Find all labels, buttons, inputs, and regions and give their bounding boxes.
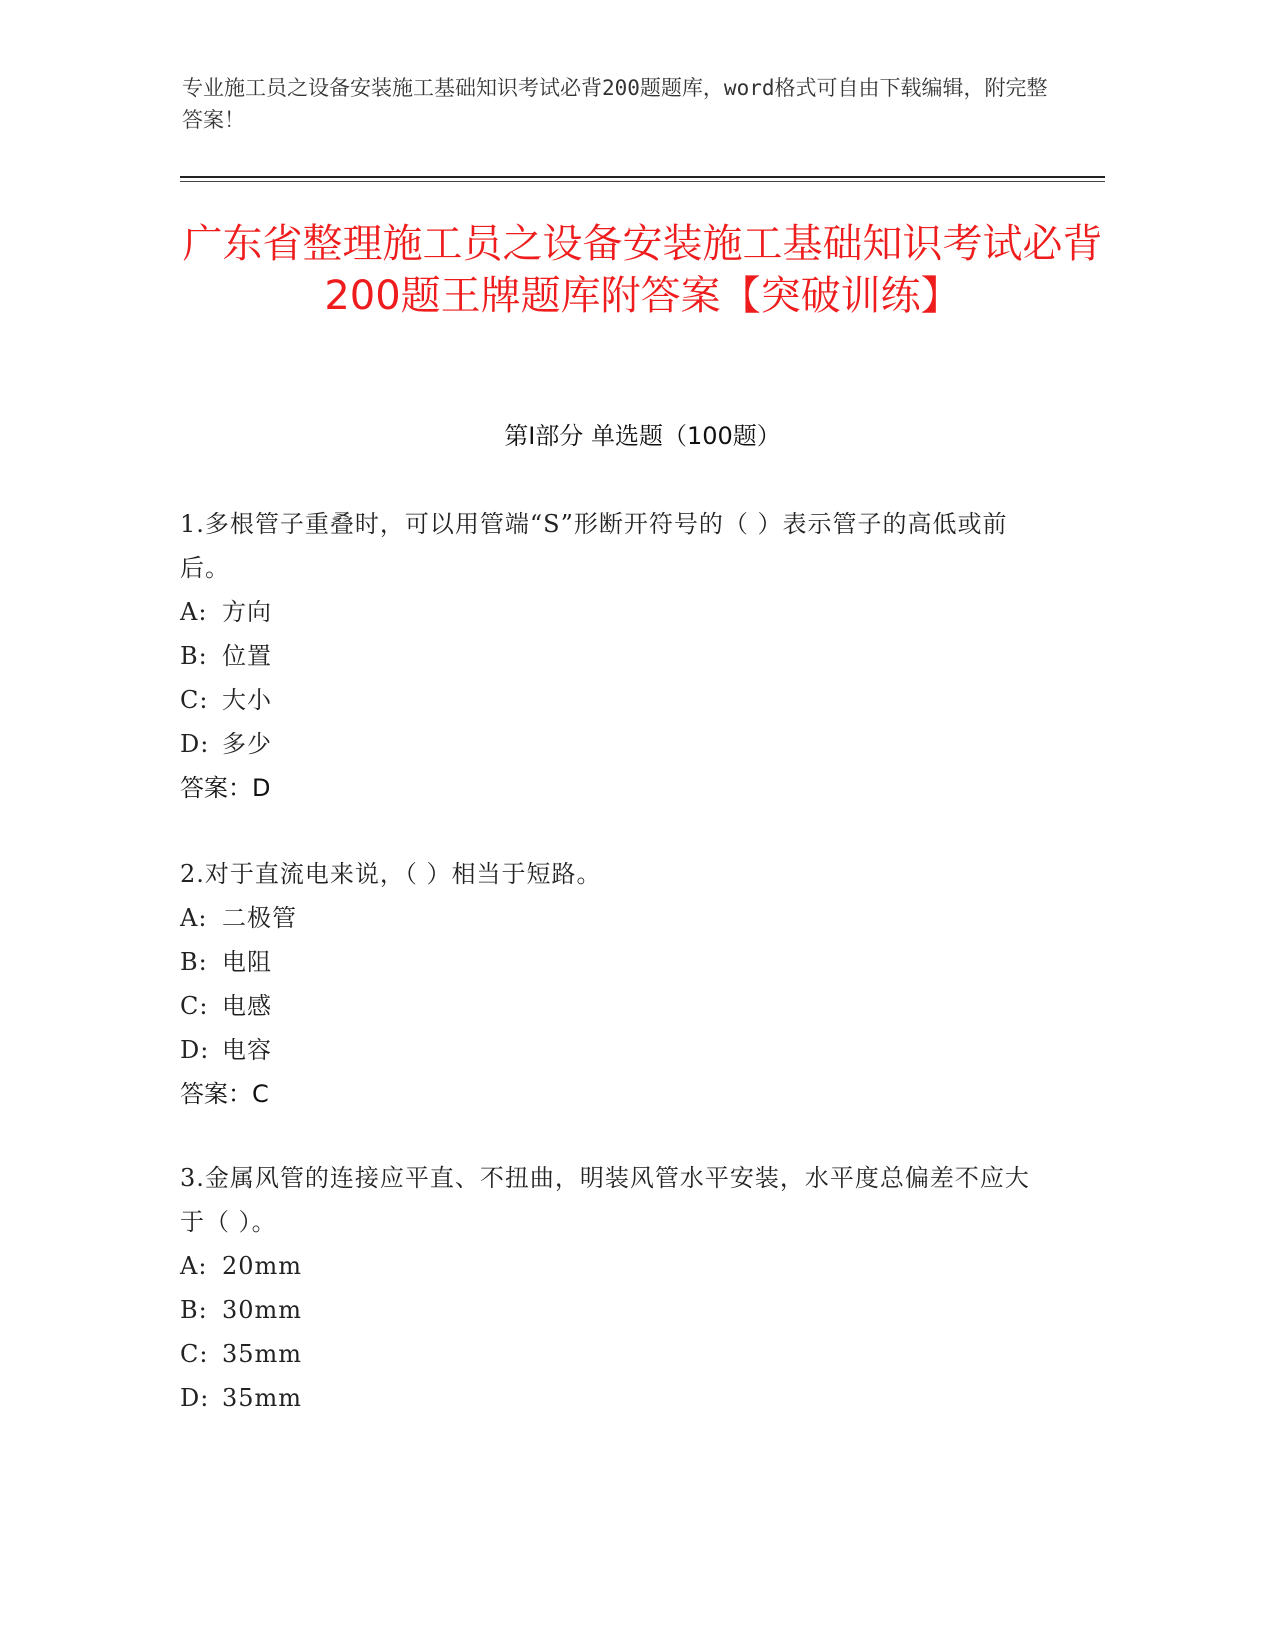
option-a — [180, 590, 1040, 634]
question-stem: 3.金属风管的连接应平直、不扭曲，明装风管水平安装，水平度总偏差不应大于（ ）。 — [180, 1164, 1030, 1236]
option-a — [180, 896, 1040, 940]
question-2 — [180, 852, 1040, 1116]
header-note: 专业施工员之设备安装施工基础知识考试必背200题题库，word格式可自由下载编辑，附完整答案！ — [182, 76, 1048, 132]
option-letter: D: — [180, 730, 210, 758]
header-rule-thick — [180, 176, 1105, 178]
option-letter: C: — [180, 1340, 209, 1368]
option-b — [180, 1288, 1040, 1332]
option-d — [180, 722, 1040, 766]
answer: 答案：C — [180, 1080, 269, 1108]
option-letter: B: — [180, 948, 208, 976]
question-stem: 1.多根管子重叠时，可以用管端“S”形断开符号的（ ）表示管子的高低或前后。 — [180, 510, 1008, 582]
header-rule-thin — [180, 181, 1105, 182]
option-c — [180, 678, 1040, 722]
option-b — [180, 940, 1040, 984]
document-title: 广东省整理施工员之设备安装施工基础知识考试必背200题王牌题库附答案【突破训练】 — [182, 221, 1103, 319]
question-stem: 2.对于直流电来说，（ ）相当于短路。 — [180, 860, 602, 888]
answer: 答案：D — [180, 774, 271, 802]
option-text: 电感 — [222, 992, 272, 1020]
question-3 — [180, 1156, 1040, 1420]
option-text: 电阻 — [222, 948, 272, 976]
option-c — [180, 984, 1040, 1028]
option-letter: A: — [180, 598, 208, 626]
option-text: 30mm — [222, 1296, 303, 1324]
option-letter: C: — [180, 992, 209, 1020]
question-1 — [180, 502, 1040, 810]
option-letter: A: — [180, 904, 208, 932]
option-letter: B: — [180, 642, 208, 670]
option-d — [180, 1376, 1040, 1420]
option-a — [180, 1244, 1040, 1288]
option-text: 多少 — [222, 730, 272, 758]
option-text: 电容 — [222, 1036, 272, 1064]
option-letter: B: — [180, 1296, 208, 1324]
option-letter: A: — [180, 1252, 208, 1280]
option-letter: D: — [180, 1384, 210, 1412]
option-d — [180, 1028, 1040, 1072]
section-heading: 第I部分 单选题（100题） — [504, 422, 781, 450]
option-text: 位置 — [222, 642, 272, 670]
option-b — [180, 634, 1040, 678]
option-letter: D: — [180, 1036, 210, 1064]
option-text: 35mm — [222, 1340, 303, 1368]
option-text: 大小 — [222, 686, 272, 714]
option-text: 二极管 — [222, 904, 297, 932]
option-text: 35mm — [222, 1384, 303, 1412]
option-text: 方向 — [222, 598, 272, 626]
option-letter: C: — [180, 686, 209, 714]
option-c — [180, 1332, 1040, 1376]
option-text: 20mm — [222, 1252, 303, 1280]
